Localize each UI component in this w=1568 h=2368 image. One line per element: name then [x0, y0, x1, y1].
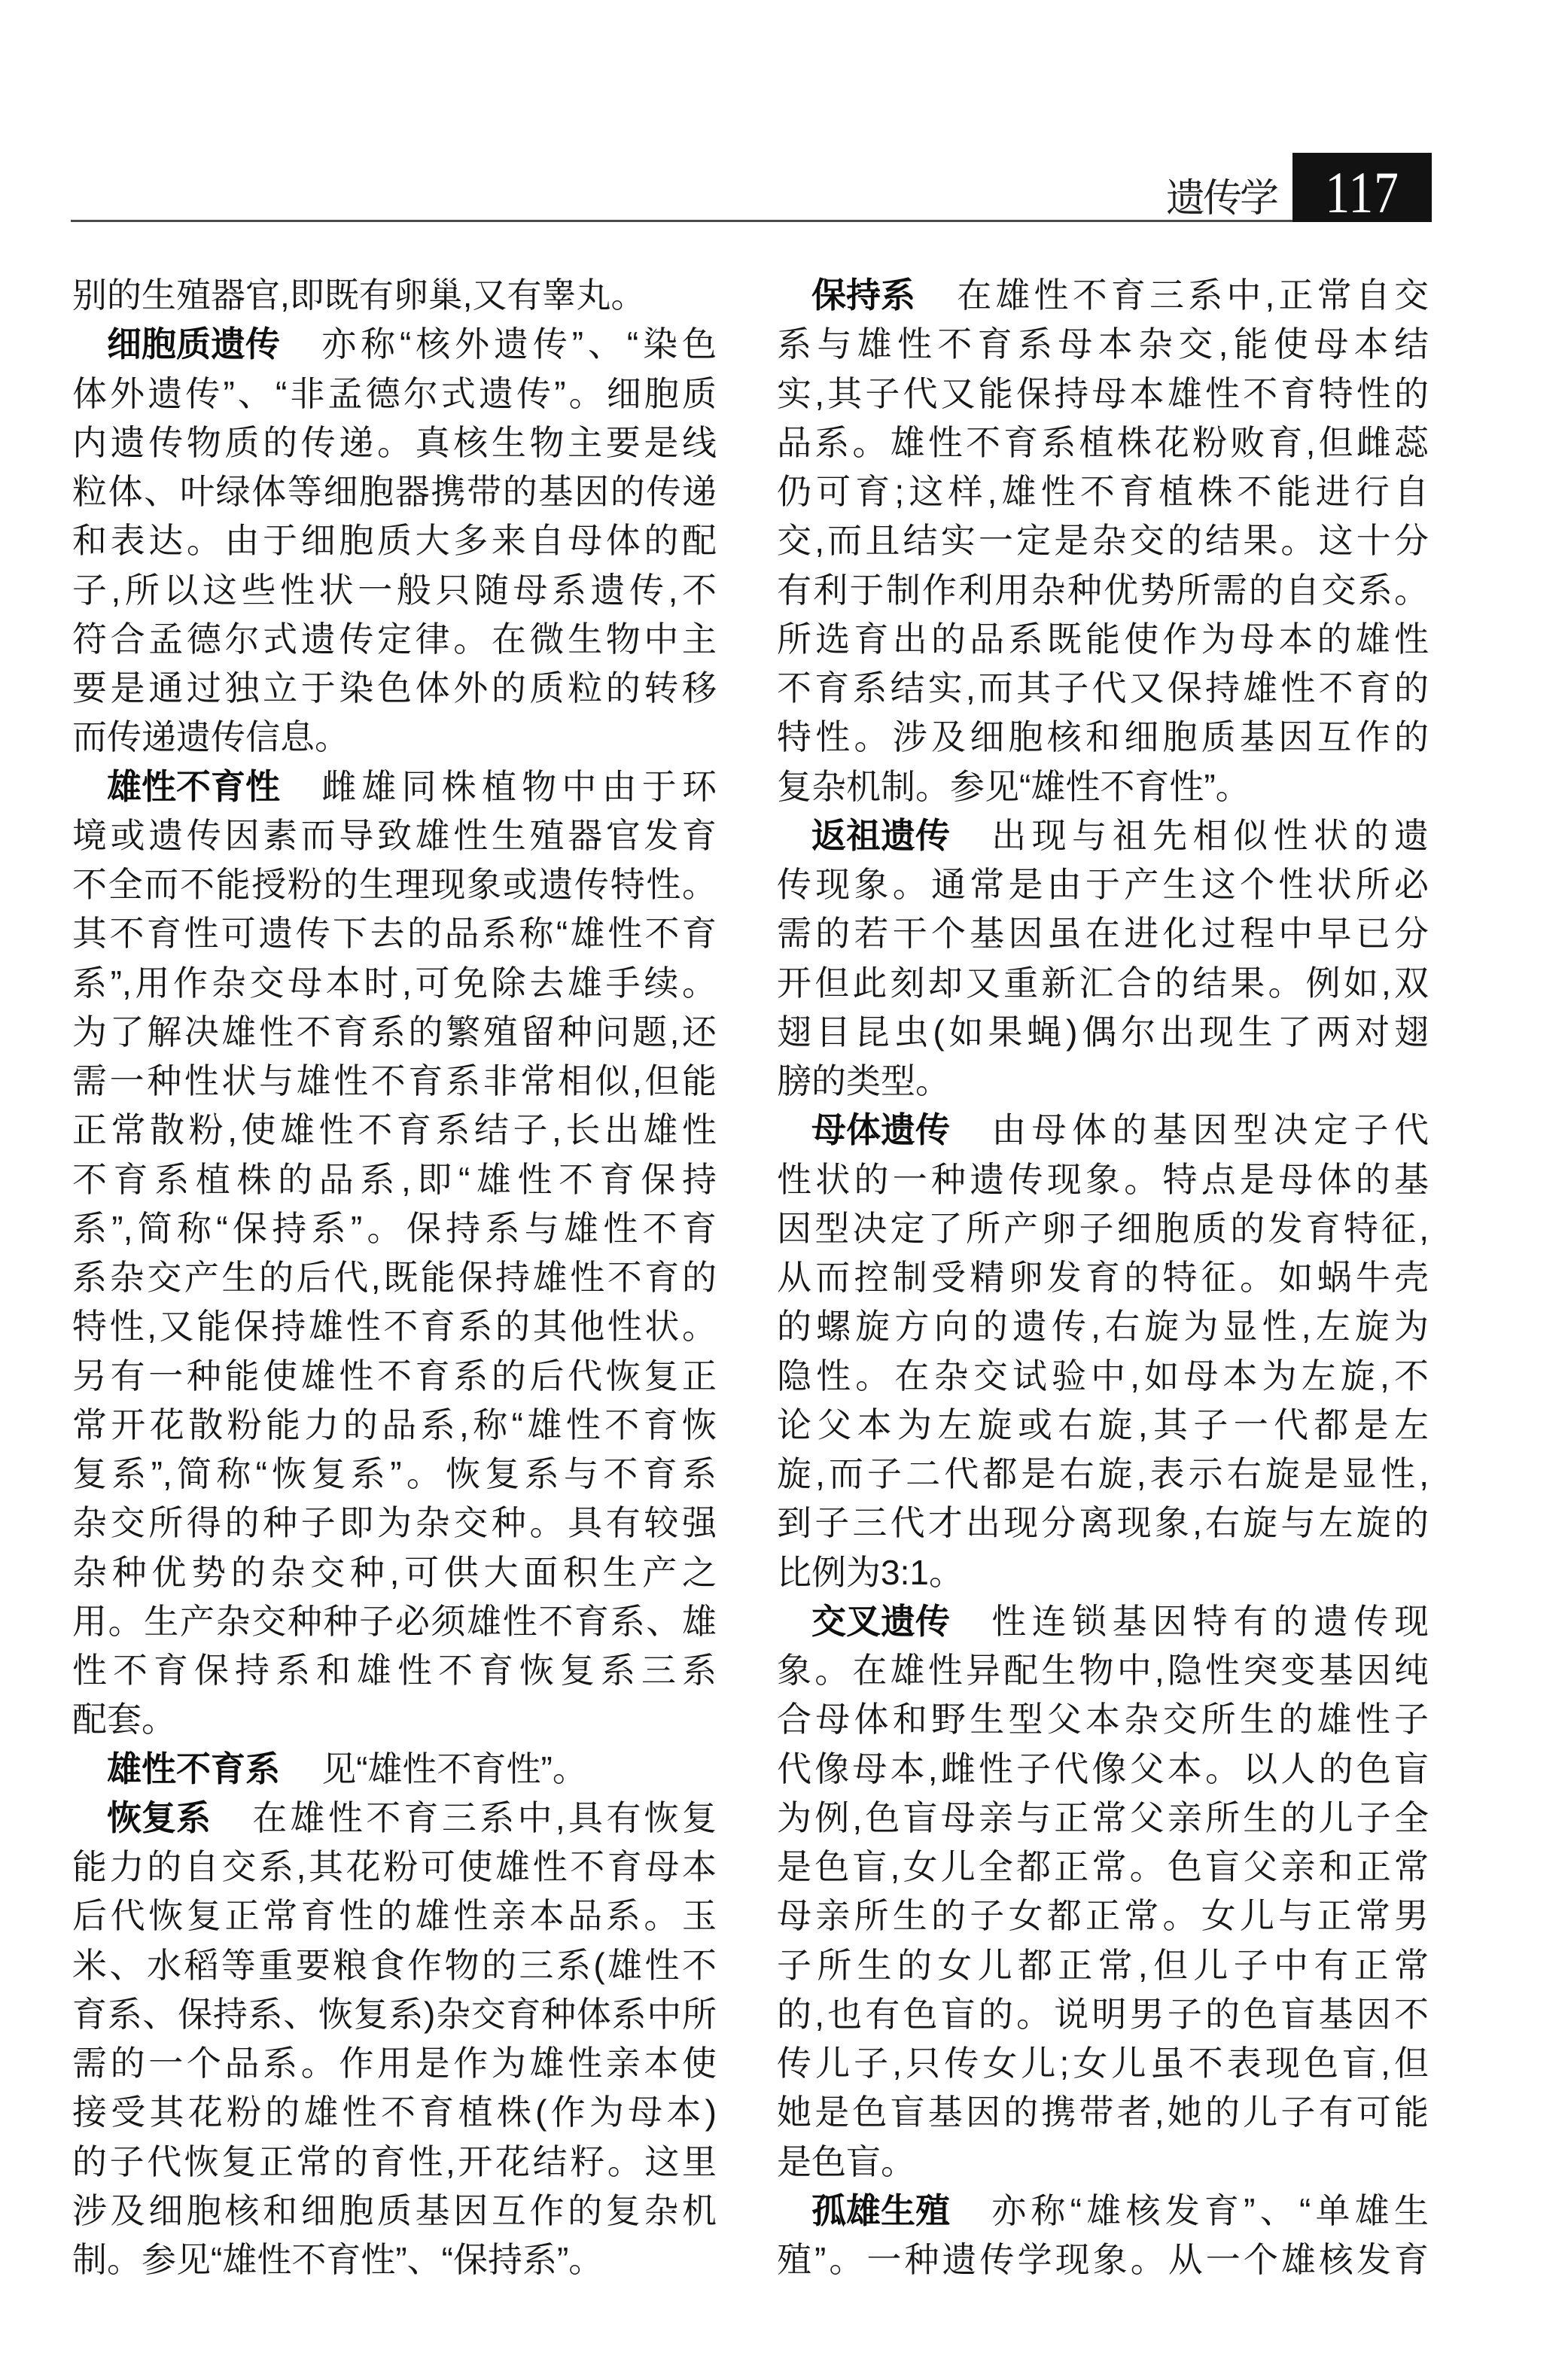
- entry-cytoplasmic-inheritance: [72, 320, 717, 762]
- text-line: 代像母本,雌性子代像父本。以人的色盲: [777, 1749, 1429, 1788]
- text-line: 而传递遗传信息。: [72, 717, 349, 757]
- text-line: 由母体的基因型决定子代: [991, 1110, 1429, 1150]
- text-line: 她是色盲基因的携带者,她的儿子有可能: [777, 2093, 1429, 2132]
- entry-term: 返祖遗传: [811, 815, 950, 855]
- text-line: 旋,而子二代都是右旋,表示右旋是显性,: [777, 1454, 1429, 1493]
- text-line: 到子三代才出现分离现象,右旋与左旋的: [777, 1503, 1429, 1543]
- text-line: 复系”,简称“恢复系”。恢复系与不育系: [72, 1454, 717, 1493]
- text-line: 复杂机制。参见“雄性不育性”。: [777, 766, 1250, 806]
- text-line: 后代恢复正常育性的雄性亲本品系。玉: [72, 1896, 717, 1936]
- text-line: 配套。: [72, 1700, 176, 1739]
- text-line: 的,也有色盲的。说明男子的色盲基因不: [777, 1994, 1429, 2034]
- text-line: 见“雄性不育性”。: [321, 1749, 587, 1788]
- text-line: 境或遗传因素而导致雄性生殖器官发育: [72, 815, 717, 855]
- entry-term: 恢复系: [107, 1797, 211, 1837]
- section-title: 遗传学: [1165, 176, 1277, 221]
- text-line: 杂种优势的杂交种,可供大面积生产之: [72, 1552, 717, 1592]
- text-line: 用。生产杂交种种子必须雄性不育系、雄: [72, 1601, 717, 1641]
- text-line: 是色盲,女儿全都正常。色盲父亲和正常: [777, 1847, 1429, 1886]
- text-line: 其不育性可遗传下去的品系称“雄性不育: [72, 914, 717, 954]
- text-line: 特性,又能保持雄性不育系的其他性状。: [72, 1307, 717, 1347]
- right-column: [777, 271, 1429, 2284]
- text-line: 正常散粉,使雄性不育系结子,长出雄性: [72, 1110, 717, 1150]
- text-line: 系”,简称“保持系”。保持系与雄性不育: [72, 1208, 717, 1248]
- entry-maternal-inheritance: [777, 1106, 1429, 1597]
- text-line: 开但此刻却又重新汇合的结果。例如,双: [777, 963, 1429, 1003]
- text-line: 比例为3:1。: [777, 1552, 964, 1592]
- left-column: [72, 271, 717, 2284]
- text-line: 为例,色盲母亲与正常父亲所生的儿子全: [777, 1797, 1429, 1837]
- entry-first-line: [72, 1794, 717, 1843]
- text-line: 所选育出的品系既能使作为母本的雄性: [777, 619, 1429, 659]
- text-line: 殖”。一种遗传学现象。从一个雄核发育: [777, 2240, 1429, 2279]
- entry-first-line: [72, 320, 717, 369]
- text-line: 传儿子,只传女儿;女儿虽不表现色盲,但: [777, 2044, 1429, 2083]
- entry-first-line: [777, 271, 1429, 320]
- text-line: 和表达。由于细胞质大多来自母体的配: [72, 521, 717, 561]
- entry-first-line: [72, 1745, 717, 1794]
- text-line: 粒体、叶绿体等细胞器携带的基因的传递: [72, 472, 717, 511]
- text-line: 子,所以这些性状一般只随母系遗传,不: [72, 570, 717, 610]
- text-line: 子所生的女儿都正常,但儿子中有正常: [777, 1945, 1429, 1985]
- entry-male-sterility: [72, 762, 717, 1745]
- entry-criss-cross-inheritance: [777, 1597, 1429, 2187]
- text-line: 育系、保持系、恢复系)杂交育种体系中所: [72, 1994, 717, 2034]
- text-line: 特性。涉及细胞核和细胞质基因互作的: [777, 717, 1429, 757]
- text-line: 从而控制受精卵发育的特征。如蜗牛壳: [777, 1258, 1429, 1297]
- text-line: 涉及细胞核和细胞质基因互作的复杂机: [72, 2190, 717, 2230]
- text-line: 母亲所生的子女都正常。女儿与正常男: [777, 1896, 1429, 1936]
- text-line: 实,其子代又能保持母本雄性不育特性的: [777, 373, 1429, 413]
- text-line: 体外遗传”、“非孟德尔式遗传”。细胞质: [72, 373, 717, 413]
- entry-term: 母体遗传: [811, 1110, 950, 1150]
- entry-term: 雄性不育系: [107, 1749, 280, 1788]
- entry-maintainer-line: [777, 271, 1429, 811]
- entry-term: 保持系: [811, 275, 915, 315]
- text-line: 另有一种能使雄性不育系的后代恢复正: [72, 1356, 717, 1396]
- text-line: 不育系结实,而其子代又保持雄性不育的: [777, 668, 1429, 708]
- page-number-box: [1292, 153, 1432, 225]
- text-line: 要是通过独立于染色体外的质粒的转移: [72, 668, 717, 708]
- text-line: 需的若干个基因虽在进化过程中早已分: [777, 914, 1429, 954]
- entry-restorer-line: [72, 1794, 717, 2285]
- entry-male-sterile-line: [72, 1745, 717, 1794]
- text-line: 有利于制作利用杂种优势所需的自交系。: [777, 570, 1429, 610]
- entry-first-line: [777, 811, 1429, 860]
- text-line: 的子代恢复正常的育性,开花结籽。这里: [72, 2141, 717, 2181]
- text-line: 在雄性不育三系中,具有恢复: [252, 1797, 717, 1837]
- text-line: 的螺旋方向的遗传,右旋为显性,左旋为: [777, 1307, 1429, 1347]
- entry-term: 孤雄生殖: [811, 2190, 950, 2230]
- entry-first-line: [777, 1597, 1429, 1646]
- text-line: 系与雄性不育系母本杂交,能使母本结: [777, 324, 1429, 364]
- page-number-wrap: [1292, 158, 1432, 244]
- text-line: 内遗传物质的传递。真核生物主要是线: [72, 422, 717, 462]
- text-line: 性连锁基因特有的遗传现: [991, 1601, 1429, 1641]
- text-line: 品系。雄性不育系植株花粉败育,但雌蕊: [777, 422, 1429, 462]
- entry-continuation: [72, 271, 717, 320]
- text-line: 为了解决雄性不育系的繁殖留种问题,还: [72, 1012, 717, 1052]
- text-line: 别的生殖器官,即既有卵巢,又有睾丸。: [72, 275, 646, 315]
- entry-androgenesis: [777, 2187, 1429, 2285]
- text-line: 因型决定了所产卵子细胞质的发育特征,: [777, 1208, 1429, 1248]
- text-line: 需的一个品系。作用是作为雄性亲本使: [72, 2044, 717, 2083]
- text-line: 合母体和野生型父本杂交所生的雄性子: [777, 1700, 1429, 1739]
- text-line: 不全而不能授粉的生理现象或遗传特性。: [72, 865, 717, 904]
- text-line: 系杂交产生的后代,既能保持雄性不育的: [72, 1258, 717, 1297]
- text-line: 需一种性状与雄性不育系非常相似,但能: [72, 1061, 717, 1100]
- text-line: 仍可育;这样,雄性不育植株不能进行自: [777, 472, 1429, 511]
- text-line: 能力的自交系,其花粉可使雄性不育母本: [72, 1847, 717, 1886]
- entry-term: 雄性不育性: [107, 766, 280, 806]
- text-line: 符合孟德尔式遗传定律。在微生物中主: [72, 619, 717, 659]
- text-line: 膀的类型。: [777, 1061, 950, 1100]
- text-line: 系”,用作杂交母本时,可免除去雄手续。: [72, 963, 717, 1003]
- entry-term: 细胞质遗传: [107, 324, 280, 364]
- text-line: 性状的一种遗传现象。特点是母体的基: [777, 1159, 1429, 1199]
- text-line: 翅目昆虫(如果蝇)偶尔出现生了两对翅: [777, 1012, 1429, 1052]
- text-line: 在雄性不育三系中,正常自交: [957, 275, 1429, 315]
- text-line: 不育系植株的品系,即“雄性不育保持: [72, 1159, 717, 1199]
- text-line: 亦称“核外遗传”、“染色: [321, 324, 717, 364]
- text-line: 接受其花粉的雄性不育植株(作为母本): [72, 2093, 717, 2132]
- entry-atavism: [777, 811, 1429, 1106]
- text-line: 性不育保持系和雄性不育恢复系三系: [72, 1651, 717, 1690]
- entry-first-line: [72, 762, 717, 811]
- text-line: 交,而且结实一定是杂交的结果。这十分: [777, 521, 1429, 561]
- entry-first-line: [777, 1106, 1429, 1155]
- text-line: 米、水稻等重要粮食作物的三系(雄性不: [72, 1945, 717, 1985]
- text-line: 隐性。在杂交试验中,如母本为左旋,不: [777, 1356, 1429, 1396]
- text-line: 是色盲。: [777, 2141, 915, 2181]
- entry-term: 交叉遗传: [811, 1601, 950, 1641]
- text-line: 制。参见“雄性不育性”、“保持系”。: [72, 2240, 604, 2279]
- text-line: 出现与祖先相似性状的遗: [991, 815, 1429, 855]
- text-line: 象。在雄性异配生物中,隐性突变基因纯: [777, 1651, 1429, 1690]
- page-number: 117: [1325, 160, 1399, 225]
- entry-first-line: [777, 2187, 1429, 2236]
- text-line: 亦称“雄核发育”、“单雄生: [991, 2190, 1429, 2230]
- text-line: 论父本为左旋或右旋,其子一代都是左: [777, 1405, 1429, 1444]
- text-line: 雌雄同株植物中由于环: [321, 766, 717, 806]
- text-line: 常开花散粉能力的品系,称“雄性不育恢: [72, 1405, 717, 1444]
- text-line: 传现象。通常是由于产生这个性状所必: [777, 865, 1429, 904]
- text-line: 杂交所得的种子即为杂交种。具有较强: [72, 1503, 717, 1543]
